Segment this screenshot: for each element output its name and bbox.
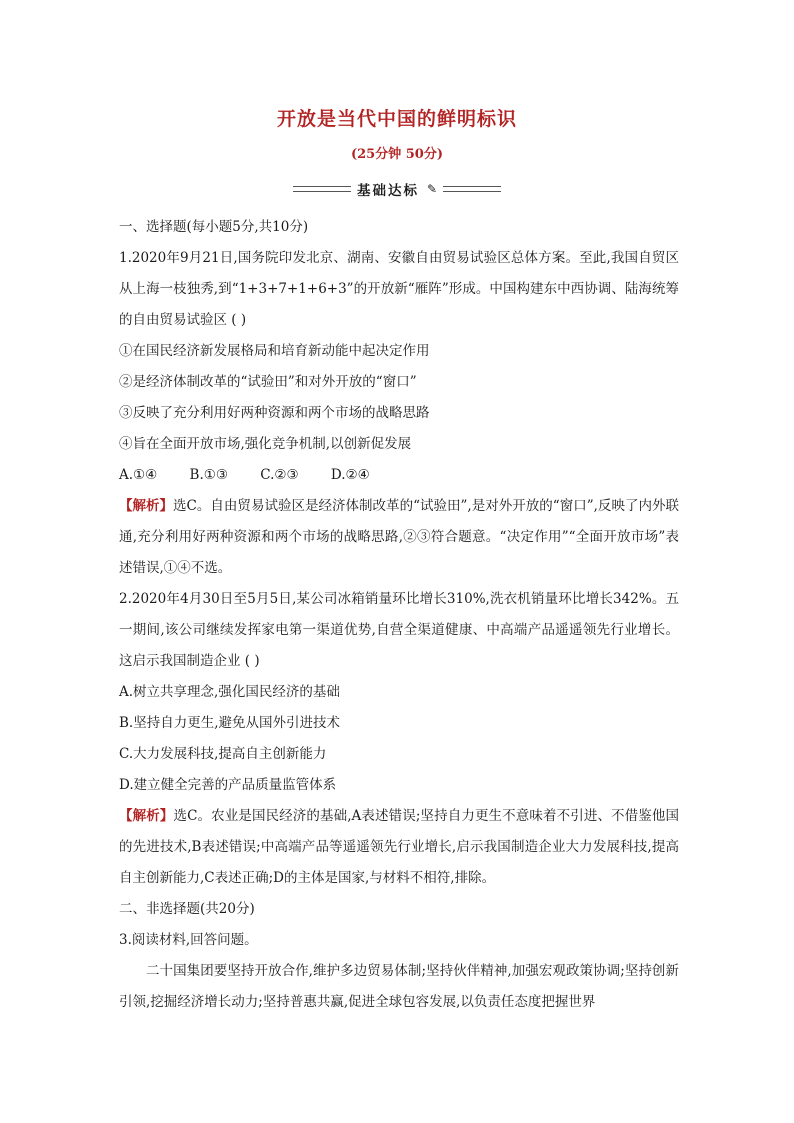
time-score-subtitle: (25分钟 50分)	[350, 147, 443, 162]
q1-analysis	[119, 491, 679, 584]
q2-option-a: A.树立共享理念,强化国民经济的基础	[119, 684, 340, 700]
banner-right-rule	[443, 186, 501, 192]
q1-analysis-text: 选C。自由贸易试验区是经济体制改革的“试验田”,是对外开放的“窗口”,反映了内外联通,充分利用好两种资源和两个市场的战略思路,②③符合题意。“决定作用”“全面开放市场”表述错误,①④不选。	[119, 498, 679, 576]
q2-analysis	[119, 801, 679, 894]
q2-option-b: B.坚持自力更生,避免从国外引进技术	[119, 715, 341, 731]
q1-option-d: D.②④	[330, 467, 370, 483]
document-content	[119, 212, 679, 1018]
banner-left-rule	[293, 186, 351, 192]
q1-statement-1: ①在国民经济新发展格局和培育新动能中起决定作用	[119, 343, 430, 359]
q1-statement-2: ②是经济体制改革的“试验田”和对外开放的“窗口”	[119, 374, 417, 390]
q2-analysis-tag: 【解析】	[119, 808, 174, 824]
q2-stem: 2.2020年4月30日至5月5日,某公司冰箱销量环比增长310%,洗衣机销量环比增长342%。五一期间,该公司继续发挥家电第一渠道优势,自营全渠道健康、中高端产品遥遥领先行业增长。这启示我国制造企业 ( )	[119, 591, 679, 669]
q1-option-c: C.②③	[260, 467, 299, 483]
q1-statement-3: ③反映了充分利用好两种资源和两个市场的战略思路	[119, 405, 430, 421]
q3-material: 二十国集团要坚持开放合作,维护多边贸易体制;坚持伙伴精神,加强宏观政策协调;坚持创新引领,挖掘经济增长动力;坚持普惠共赢,促进全球包容发展,以负责任态度把握世界	[119, 963, 679, 1010]
q1-option-a: A.①④	[119, 467, 158, 483]
q1-option-b: B.①③	[189, 467, 228, 483]
q2-option-c: C.大力发展科技,提高自主创新能力	[119, 746, 327, 762]
part1-heading: 一、选择题(每小题5分,共10分)	[119, 219, 309, 235]
section-banner	[0, 179, 794, 199]
q2-analysis-text: 选C。农业是国民经济的基础,A表述错误;坚持自力更生不意味着不引进、不借鉴他国的先进技术,B表述错误;中高端产品等遥遥领先行业增长,启示我国制造企业大力发展科技,提高自主创新能力,C表述正确;D的主体是国家,与材料不相符,排除。	[119, 808, 680, 886]
part2-heading: 二、非选择题(共20分)	[119, 901, 255, 917]
page-title: 开放是当代中国的鲜明标识	[276, 108, 517, 130]
q3-stem: 3.阅读材料,回答问题。	[119, 932, 258, 948]
q2-option-d: D.建立健全完善的产品质量监管体系	[119, 777, 337, 793]
q1-stem: 1.2020年9月21日,国务院印发北京、湖南、安徽自由贸易试验区总体方案。至此,我国自贸区从上海一枝独秀,到“1+3+7+1+6+3”的开放新“雁阵”形成。中国构建东中西协调、陆海统筹的自由贸易试验区 ( )	[119, 250, 679, 328]
q1-analysis-tag: 【解析】	[119, 498, 174, 514]
section-banner-label: 基础达标	[356, 183, 419, 199]
q1-statement-4: ④旨在全面开放市场,强化竞争机制,以创新促发展	[119, 436, 412, 452]
pencil-icon: ✎	[426, 182, 438, 196]
q1-options	[119, 460, 679, 491]
